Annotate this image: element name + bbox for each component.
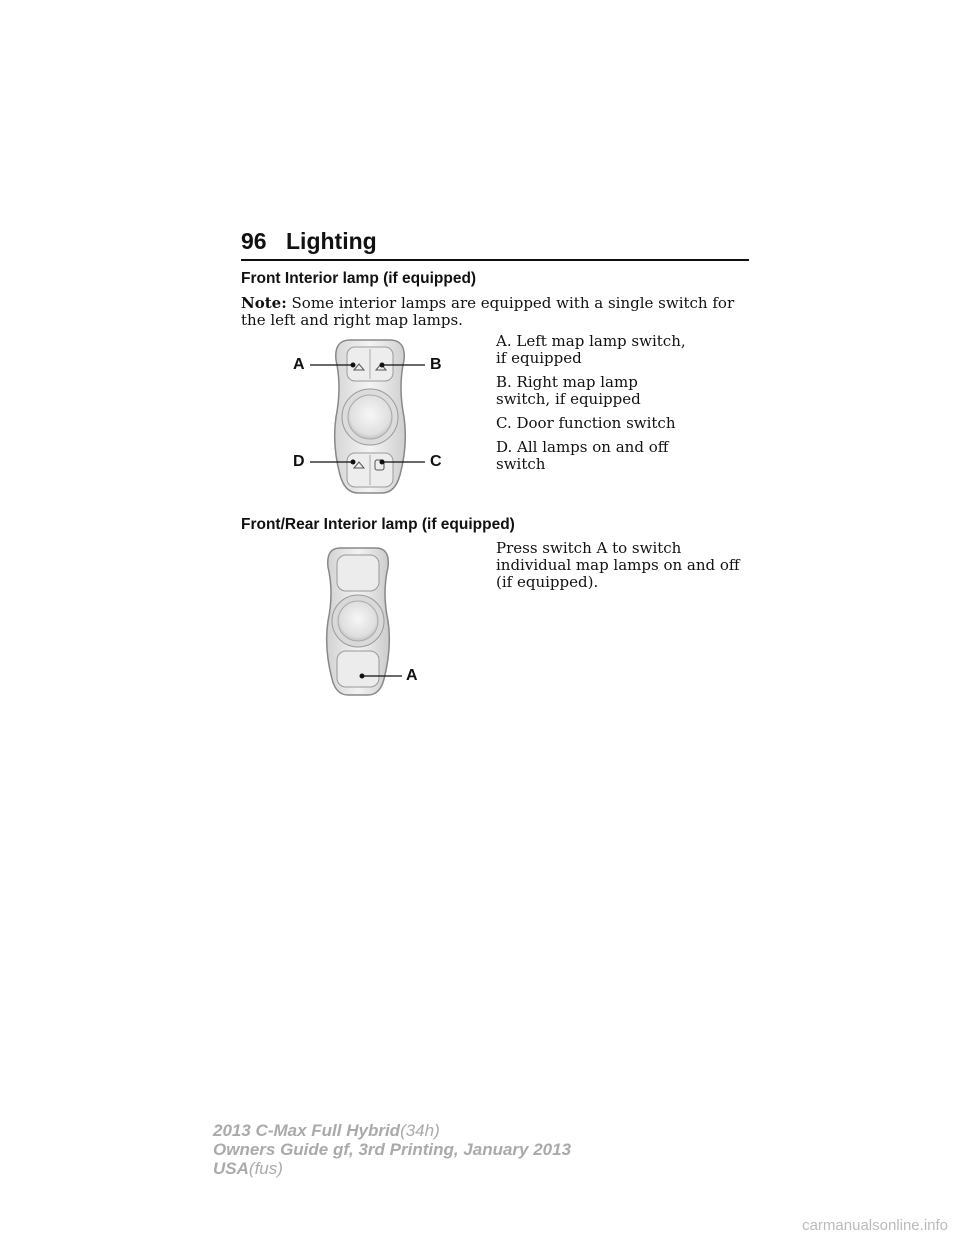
figure-label-b: B xyxy=(430,356,442,373)
page-number: 96 xyxy=(241,228,267,254)
footer-line-2: Owners Guide gf, 3rd Printing, January 2013 xyxy=(213,1140,572,1159)
pointer-dot-b xyxy=(380,363,385,368)
pointer-dot-c xyxy=(380,460,385,465)
dome-lens xyxy=(338,601,378,641)
header-rule xyxy=(241,259,749,261)
pointer-dot-a xyxy=(351,363,356,368)
switch-instruction-text: Press switch A to switch individual map lamps on and off (if equipped). xyxy=(496,539,740,591)
chapter-title: Lighting xyxy=(286,228,377,254)
footer-model-code: (34h) xyxy=(400,1121,440,1140)
note-label: Note: xyxy=(241,294,287,312)
pointer-dot-a xyxy=(360,674,365,679)
dome-lens xyxy=(348,395,392,439)
watermark: carmanualsonline.info xyxy=(802,1217,948,1234)
footer-line-3 xyxy=(213,1159,283,1178)
figure-label-c: C xyxy=(430,453,442,470)
figure2-label-a: A xyxy=(406,667,418,684)
footer-market-code: (fus) xyxy=(248,1159,283,1178)
footer-model: 2013 C-Max Full Hybrid xyxy=(213,1121,401,1140)
legend-item-b: B. Right map lamp switch, if equipped xyxy=(496,373,641,408)
footer-line-1 xyxy=(213,1121,440,1140)
legend-item-c: C. Door function switch xyxy=(496,414,676,432)
footer-market: USA xyxy=(213,1159,249,1178)
pointer-dot-d xyxy=(351,460,356,465)
note-text: Some interior lamps are equipped with a single switch for the left and right map lamps. xyxy=(241,294,735,329)
top-lens-panel xyxy=(337,555,379,591)
legend-item-a: A. Left map lamp switch, if equipped xyxy=(496,332,686,367)
legend-item-d: D. All lamps on and off switch xyxy=(496,438,669,473)
figure-label-d: D xyxy=(293,453,305,470)
section-title-front-interior-lamp: Front Interior lamp (if equipped) xyxy=(241,270,477,287)
front-rear-lamp-figure xyxy=(310,543,440,700)
note-paragraph xyxy=(241,295,751,329)
map-lamp-switch-a xyxy=(337,651,379,687)
section-title-front-rear-interior-lamp: Front/Rear Interior lamp (if equipped) xyxy=(241,516,515,533)
legend-list xyxy=(496,333,696,480)
figure-label-a: A xyxy=(293,356,305,373)
